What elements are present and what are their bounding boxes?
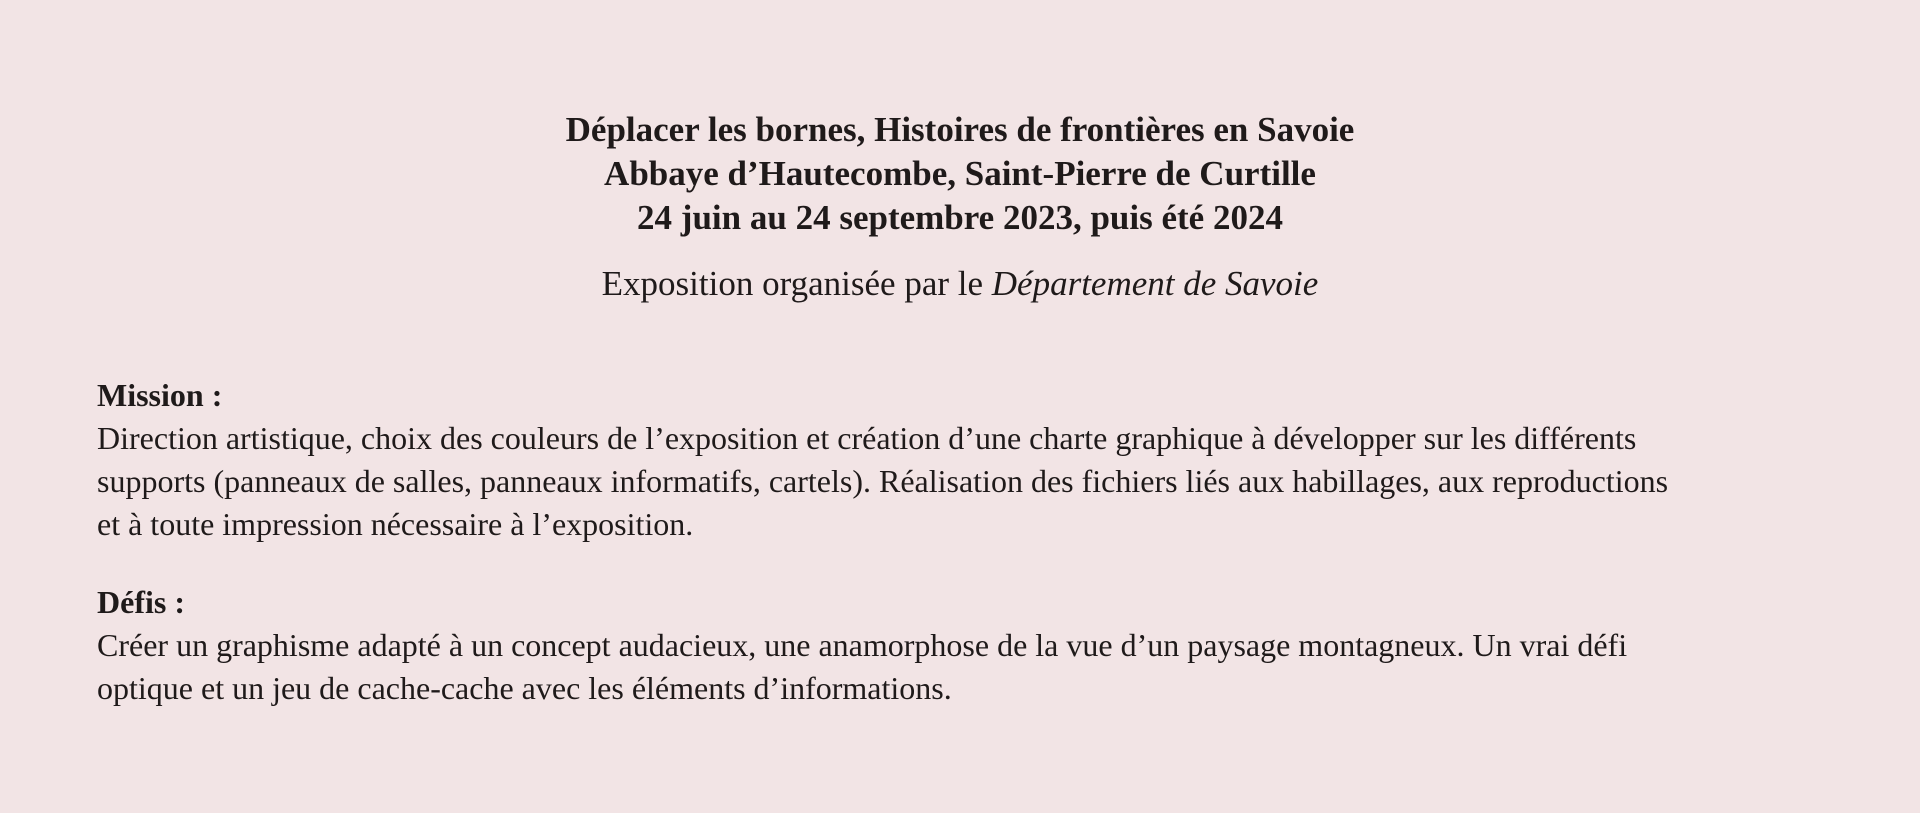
mission-body-line: et à toute impression nécessaire à l’exposition. [97, 506, 694, 542]
defis-section [97, 580, 1857, 710]
organizer-prefix: Exposition organisée par le [601, 264, 992, 303]
mission-body-line: supports (panneaux de salles, panneaux informatifs, cartels). Réalisation des fichiers liés aux habillages, aux reproductions [97, 463, 1669, 499]
mission-section [97, 373, 1857, 546]
exhibition-dates: 24 juin au 24 septembre 2023, puis été 2024 [637, 198, 1283, 237]
defis-body-line: optique et un jeu de cache-cache avec les éléments d’informations. [97, 670, 952, 706]
exhibition-header [0, 108, 1920, 306]
exhibition-venue: Abbaye d’Hautecombe, Saint-Pierre de Curtille [604, 154, 1316, 193]
mission-body [97, 417, 1857, 546]
defis-body [97, 624, 1857, 710]
mission-body-line: Direction artistique, choix des couleurs de l’exposition et création d’une charte graphique à développer sur les différents [97, 420, 1637, 456]
mission-heading: Mission : [97, 377, 223, 413]
organizer-line [0, 262, 1920, 306]
defis-body-line: Créer un graphisme adapté à un concept audacieux, une anamorphose de la vue d’un paysage montagneux. Un vrai défi [97, 627, 1628, 663]
exhibition-title: Déplacer les bornes, Histoires de frontières en Savoie [565, 110, 1355, 149]
organizer-name: Département de Savoie [991, 264, 1319, 303]
defis-heading: Défis : [97, 584, 185, 620]
